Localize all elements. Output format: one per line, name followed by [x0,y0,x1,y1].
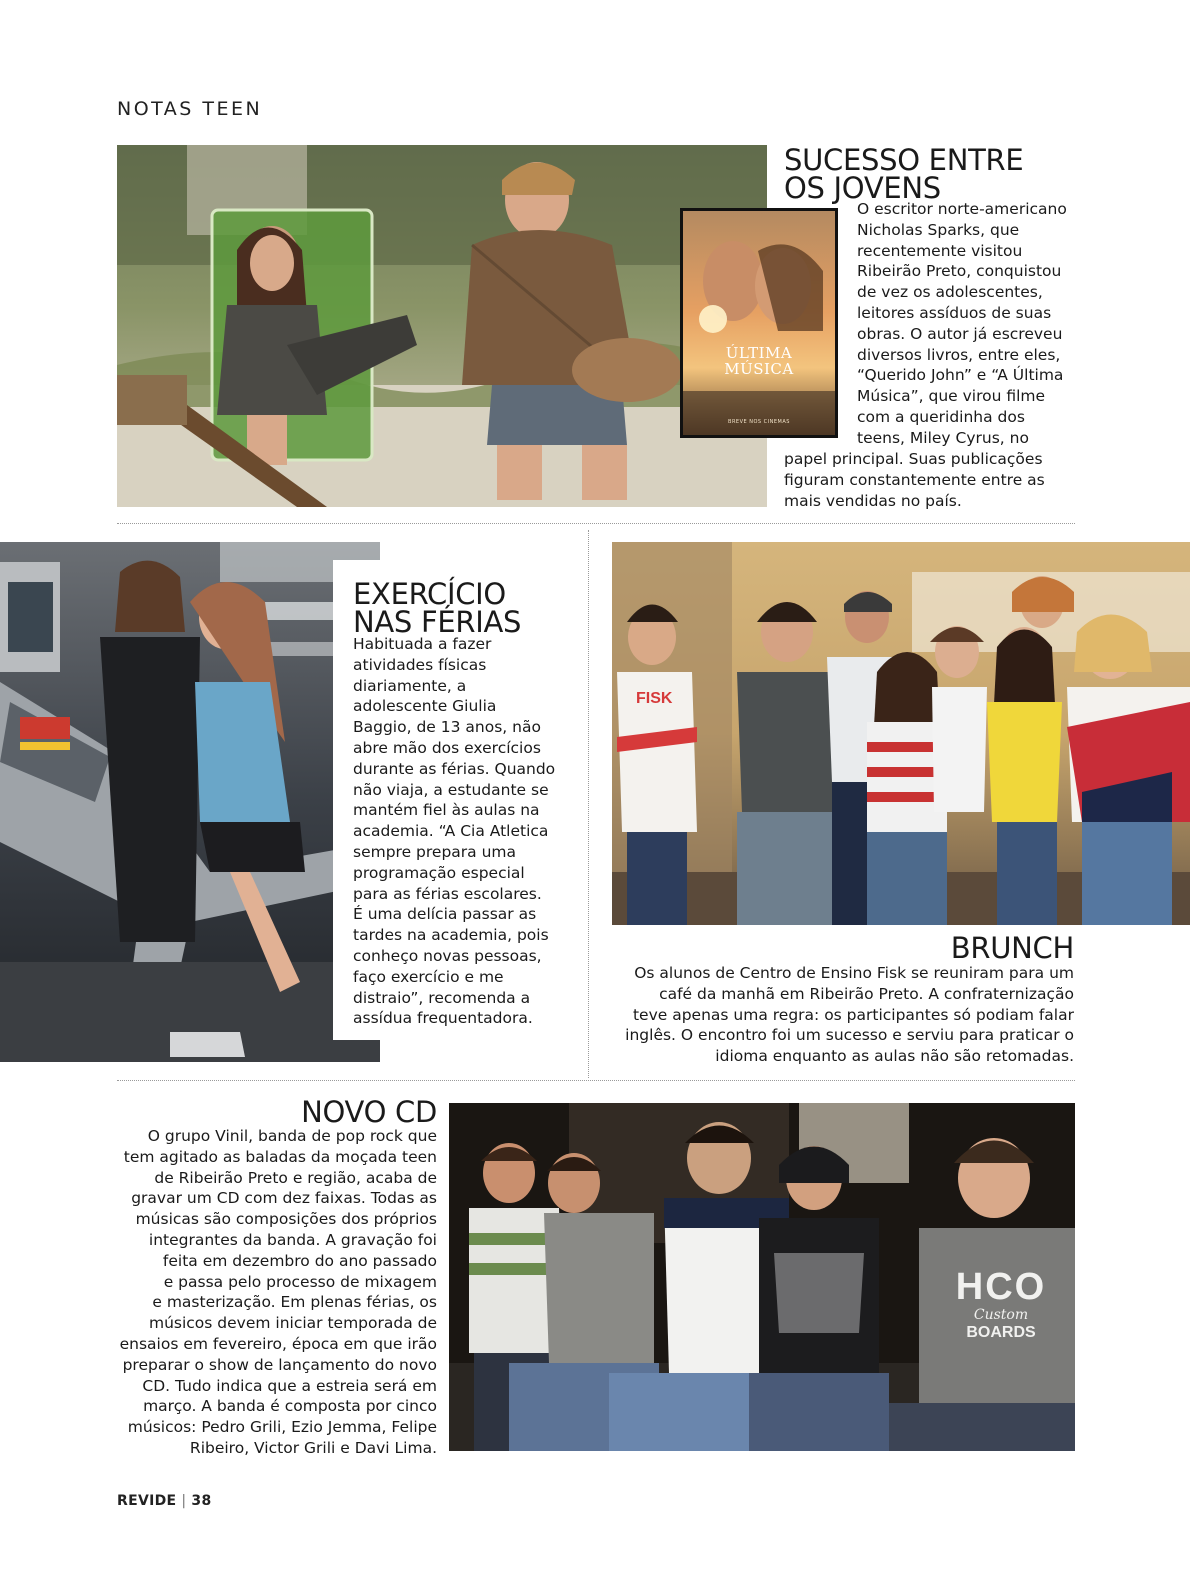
novo-cd-title: NOVO CD [301,1095,437,1129]
text-line: Música”, que virou filme [857,387,1046,406]
text-line: programação especial [353,863,525,882]
text-line: tardes na academia, pois [353,926,549,945]
text-line: diversos livros, entre eles, [857,345,1061,364]
text-line: papel principal. Suas publicações [784,450,1043,468]
text-line: figuram constantemente entre as [784,470,1045,489]
text-line: teve apenas uma regra: os participantes só podiam falar [632,1005,1074,1024]
text-line: Nicholas Sparks, que [857,220,1020,239]
text-line: adolescente Giulia [353,697,497,716]
text-line: ensaios em fevereiro, época em que irão [119,1334,437,1353]
footer-separator: | [181,1493,187,1509]
text-line: inglês. O encontro foi um sucesso e serviu para praticar o [625,1026,1074,1045]
text-line: atividades físicas [353,655,487,674]
text-line: Ribeirão Preto, conquistou [857,262,1062,281]
text-line: café da manhã em Ribeirão Preto. A confraternização [659,984,1074,1003]
text-line: É uma delícia passar as [353,905,537,924]
text-line: faço exercício e me [353,967,504,986]
magazine-name: REVIDE [117,1493,177,1509]
text-line: diariamente, a [353,676,467,695]
text-line: distraio”, recomenda a [353,988,531,1007]
text-line: músicos devem iniciar temporada de [148,1314,437,1333]
shirt-print-line-3: BOARDS [966,1324,1036,1341]
divider-vertical [588,530,589,1078]
exercicio-headline [353,577,522,639]
text-line: idioma enquanto as aulas não são retomadas. [715,1047,1074,1066]
page-number: 38 [191,1493,212,1509]
fisk-shirt-logo: FISK [636,690,673,707]
text-line: com a queridinha dos [857,407,1025,426]
text-line: gravar um CD com dez faixas. Todas as [131,1189,437,1208]
text-line: O escritor norte-americano [857,200,1067,218]
text-line: Habituada a fazer [353,635,492,653]
movie-scene-photo [117,145,767,507]
text-line: obras. O autor já escreveu [857,324,1063,343]
text-line: de vez os adolescentes, [857,283,1043,302]
text-line: durante as férias. Quando [353,759,556,778]
text-line: Baggio, de 13 anos, não [353,718,541,737]
text-line: Ribeiro, Victor Grili e Davi Lima. [189,1438,437,1457]
text-line: março. A banda é composta por cinco [143,1397,437,1416]
exercicio-title-line-2: NAS FÉRIAS [353,605,522,639]
text-line: mantém fiel às aulas na [353,801,540,820]
text-line: e masterização. Em plenas férias, os [152,1293,437,1312]
text-line: O grupo Vinil, banda de pop rock que [147,1127,437,1145]
hco-shirt-print [951,1268,1051,1342]
text-line: músicas são composições dos próprios [135,1210,437,1229]
exercicio-body [353,634,568,1029]
divider-bottom [117,1080,1075,1081]
text-line: feita em dezembro do ano passado [162,1251,437,1270]
text-line: conheço novas pessoas, [353,946,542,965]
brunch-body [600,963,1074,1067]
gym-photo [0,542,380,1062]
text-line: e passa pelo processo de mixagem [163,1272,437,1291]
poster-release-note: BREVE NOS CINEMAS [728,419,790,425]
page-footer [117,1493,212,1509]
text-line: CD. Tudo indica que a estreia será em [142,1376,437,1395]
text-line: recentemente visitou [857,241,1023,260]
section-label: NOTAS TEEN [117,98,263,120]
sucesso-headline [784,143,1024,205]
shirt-print-line-1: HCO [955,1266,1047,1308]
novo-cd-body [105,1126,437,1459]
text-line: preparar o show de lançamento do novo [122,1355,437,1374]
brunch-title: BRUNCH [950,931,1074,965]
text-line: tem agitado as baladas da moçada teen [123,1147,437,1166]
text-line: Os alunos de Centro de Ensino Fisk se reuniram para um [634,964,1074,982]
text-line: “Querido John” e “A Última [857,366,1064,385]
brunch-group-photo [612,542,1190,925]
text-line: sempre prepara uma [353,842,517,861]
sucesso-title-line-2: OS JOVENS [784,171,941,205]
poster-title [683,345,835,377]
text-line: não viaja, a estudante se [353,780,549,799]
text-line: assídua frequentadora. [353,1009,533,1028]
divider-top [117,523,1075,524]
movie-poster [680,208,838,438]
text-line: para as férias escolares. [353,884,542,903]
sucesso-title-line-1: SUCESSO ENTRE [784,143,1024,177]
poster-title-line-1: ÚLTIMA [725,344,793,362]
shirt-print-line-2: Custom [973,1307,1029,1323]
sucesso-body-wide [784,449,1084,511]
sucesso-body-narrow [857,199,1087,449]
text-line: de Ribeirão Preto e região, acaba de [154,1168,437,1187]
band-photo [449,1103,1075,1451]
text-line: mais vendidas no país. [784,491,962,510]
poster-title-line-2: MÚSICA [724,360,794,378]
text-line: músicos: Pedro Grili, Ezio Jemma, Felipe [127,1418,437,1437]
text-line: integrantes da banda. A gravação foi [148,1230,437,1249]
text-line: teens, Miley Cyrus, no [857,428,1029,447]
text-line: academia. “A Cia Atletica [353,822,549,841]
exercicio-title-line-1: EXERCÍCIO [353,577,506,611]
text-line: abre mão dos exercícios [353,738,541,757]
text-line: leitores assíduos de suas [857,303,1052,322]
